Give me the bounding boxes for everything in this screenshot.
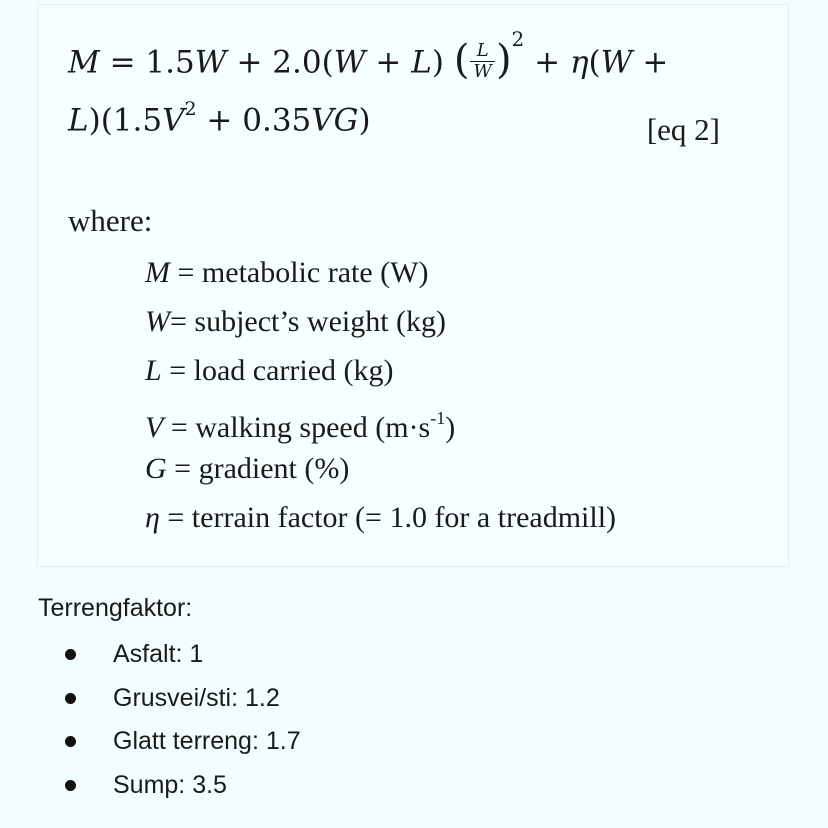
list-item-text: Glatt terreng: 1.7 bbox=[113, 727, 301, 755]
symbol-eta: η bbox=[569, 44, 589, 81]
list-item bbox=[0, 680, 301, 724]
definition-text: = subject’s weight (kg) bbox=[170, 305, 447, 338]
bullet-icon bbox=[65, 736, 76, 747]
eq-part: ) bbox=[358, 102, 371, 139]
symbol-l: L bbox=[68, 102, 89, 139]
close-paren: ) bbox=[495, 37, 512, 83]
list-item-text: Sump: 3.5 bbox=[113, 770, 227, 799]
definition-symbol: G bbox=[145, 452, 167, 485]
definition-text: = walking speed (m·s bbox=[163, 411, 431, 444]
equation-line-1 bbox=[68, 27, 669, 87]
eq-part: ) bbox=[431, 44, 444, 81]
eq-part: )(1.5 bbox=[88, 102, 163, 139]
equation-line-2 bbox=[68, 98, 371, 139]
definition-item bbox=[145, 500, 616, 549]
eq-part: + bbox=[524, 44, 570, 81]
bullet-icon bbox=[65, 649, 76, 660]
definition-text-end: ) bbox=[445, 411, 456, 444]
eq-part: ( bbox=[588, 44, 601, 81]
definition-item bbox=[145, 451, 616, 500]
exponent: 2 bbox=[184, 98, 197, 120]
symbol-w: W bbox=[194, 44, 227, 81]
fraction-numerator: L bbox=[470, 41, 495, 62]
symbol-vg: VG bbox=[311, 102, 359, 139]
definition-text: = load carried (kg) bbox=[161, 354, 394, 387]
symbol-l: L bbox=[411, 44, 432, 81]
definition-text: = metabolic rate (W) bbox=[170, 256, 429, 289]
fraction-denominator: W bbox=[473, 60, 492, 82]
symbol-m: M bbox=[68, 44, 100, 81]
definition-text: = terrain factor (= 1.0 for a treadmill) bbox=[159, 501, 617, 534]
definition-item bbox=[145, 402, 616, 451]
eq-part: + 2.0( bbox=[226, 44, 334, 81]
fraction bbox=[470, 41, 495, 82]
definition-symbol: W bbox=[145, 305, 170, 338]
terrain-factor-title: Terrengfaktor: bbox=[38, 594, 193, 622]
definition-symbol: V bbox=[145, 411, 164, 444]
definition-list bbox=[145, 255, 616, 549]
definition-item bbox=[145, 304, 616, 353]
definition-item bbox=[145, 255, 616, 304]
definition-symbol: η bbox=[145, 501, 160, 534]
eq-part: = 1.5 bbox=[99, 44, 195, 81]
formula-image bbox=[37, 4, 789, 567]
list-item-text: Grusvei/sti: 1.2 bbox=[113, 683, 280, 712]
definition-symbol: L bbox=[145, 354, 162, 387]
definition-symbol: M bbox=[145, 256, 170, 289]
exponent: 2 bbox=[511, 27, 525, 51]
list-item bbox=[0, 767, 301, 811]
list-item bbox=[0, 723, 301, 767]
eq-part: + bbox=[632, 44, 669, 81]
bullet-icon bbox=[65, 780, 76, 791]
symbol-v: V bbox=[162, 102, 185, 139]
list-item bbox=[0, 636, 301, 680]
definition-superscript: -1 bbox=[430, 408, 446, 428]
terrain-factor-list bbox=[0, 636, 301, 810]
eq-part: + bbox=[365, 44, 412, 81]
open-paren: ( bbox=[453, 37, 470, 83]
equation-tag: [eq 2] bbox=[646, 112, 720, 147]
symbol-w: W bbox=[600, 44, 633, 81]
symbol-w: W bbox=[333, 44, 366, 81]
list-item-text: Asfalt: 1 bbox=[113, 640, 204, 668]
definition-item bbox=[145, 353, 616, 402]
where-label: where: bbox=[68, 203, 153, 238]
eq-part: + 0.35 bbox=[196, 102, 312, 139]
definition-text: = gradient (%) bbox=[166, 452, 350, 485]
bullet-icon bbox=[65, 693, 76, 704]
